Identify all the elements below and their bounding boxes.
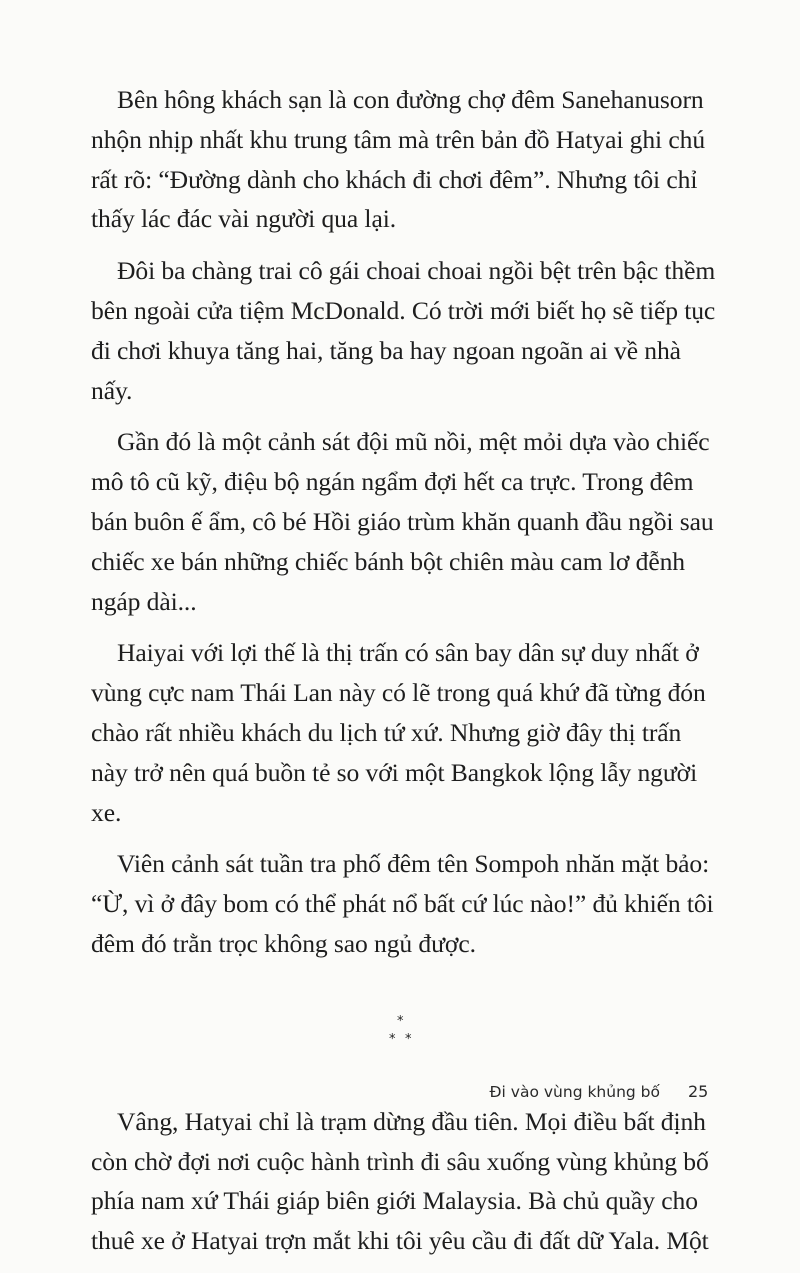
asterisk-bottom-left: * — [389, 1031, 396, 1047]
paragraph: Viên cảnh sát tuần tra phố đêm tên Sompoh nhăn mặt bảo: “Ừ, vì ở đây bom có thể phát nổ bất cứ lúc nào!” đủ khiến tôi đêm đó trằn trọc không sao ngủ được. — [91, 849, 714, 958]
asterisk-top: * — [397, 1013, 404, 1029]
running-footer-title: Đi vào vùng khủng bố — [489, 1083, 660, 1101]
page-number: 25 — [688, 1082, 709, 1101]
paragraph: Haiyai với lợi thế là thị trấn có sân bay dân sự duy nhất ở vùng cực nam Thái Lan này có lẽ trong quá khứ đã từng đón chào rất nhiều khách du lịch tứ xứ. Nhưng giờ đây thị trấn này trở nên quá buồn tẻ so với một Bangkok lộng lẫy người xe. — [91, 638, 706, 827]
paragraph: Gần đó là một cảnh sát đội mũ nồi, mệt mỏi dựa vào chiếc mô tô cũ kỹ, điệu bộ ngán ngẩm đợi hết ca trực. Trong đêm bán buôn ế ẩm, cô bé Hồi giáo trùm khăn quanh đầu ngồi sau chiếc xe bán những chiếc bánh bột chiên màu cam lơ đễnh ngáp dài... — [91, 427, 714, 616]
asterisk-bottom-right: * — [405, 1031, 412, 1047]
paragraph: Bên hông khách sạn là con đường chợ đêm Sanehanusorn nhộn nhịp nhất khu trung tâm mà trên bản đồ Hatyai ghi chú rất rõ: “Đường dành cho khách đi chơi đêm”. Nhưng tôi chỉ thấy lác đác vài người qua lại. — [91, 85, 706, 234]
paragraph: Đôi ba chàng trai cô gái choai choai ngồi bệt trên bậc thềm bên ngoài cửa tiệm McDonald. Có trời mới biết họ sẽ tiếp tục đi chơi khuya tăng hai, tăng ba hay ngoan ngoãn ai về nhà nấy. — [91, 256, 716, 405]
paragraph: Vâng, Hatyai chỉ là trạm dừng đầu tiên. Mọi điều bất định còn chờ đợi nơi cuộc hành trình đi sâu xuống vùng khủng bố phía nam xứ Thái giáp biên giới Malaysia. Bà chủ quầy cho thuê xe ở Hatyai trợn mắt khi tôi yêu cầu đi đất dữ Yala. Một — [91, 1106, 709, 1256]
